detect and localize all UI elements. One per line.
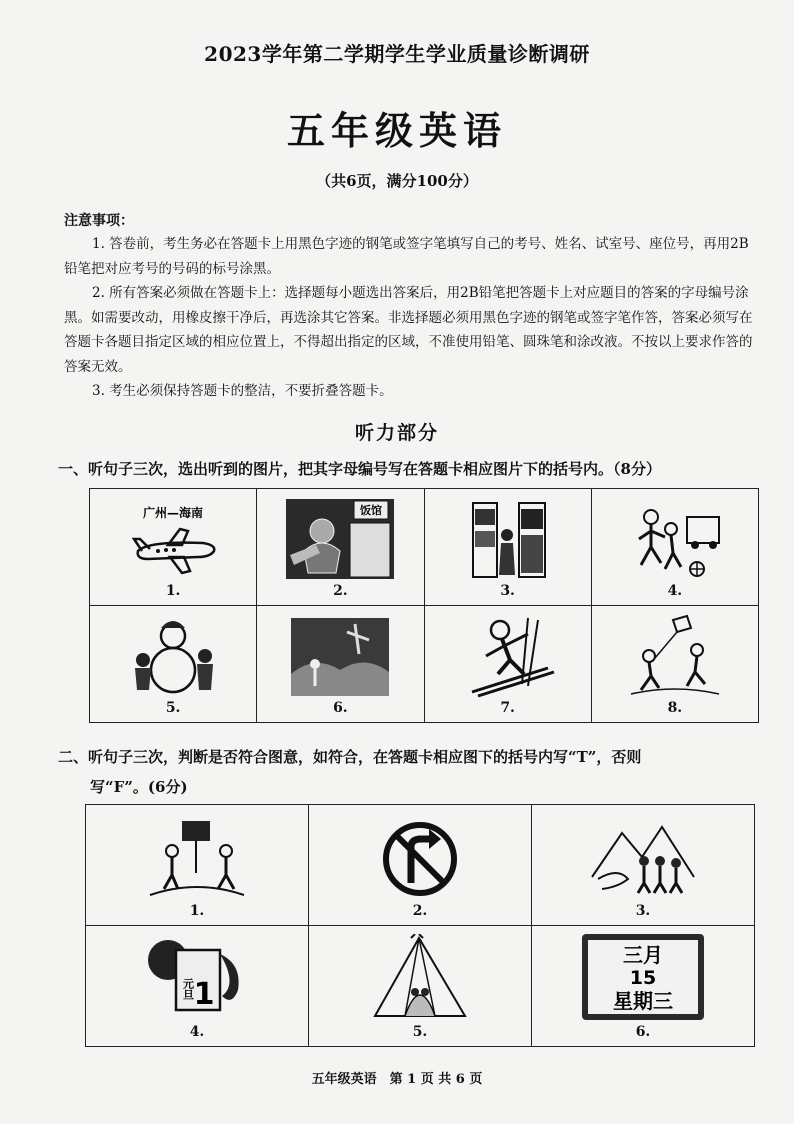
- shop-shelves-icon: [463, 495, 553, 581]
- snowman-icon: [123, 614, 223, 698]
- restaurant-sign: 饭馆: [360, 504, 383, 517]
- calendar-label: 元旦: [181, 978, 195, 1000]
- q2-picture-cell: [86, 926, 309, 1047]
- q2-picture-cell: [86, 805, 309, 926]
- exam-subtitle: （共6页，满分100分）: [316, 172, 478, 190]
- mountain-hiking-icon: [588, 817, 698, 901]
- kids-playing-football-icon: [625, 495, 725, 581]
- q1-picture-cell: [424, 489, 591, 606]
- picture-number: 2.: [412, 903, 428, 919]
- q1-picture-cell: [90, 606, 257, 723]
- picture-number: 6.: [635, 1024, 651, 1040]
- picture-number: 4.: [189, 1024, 205, 1040]
- picture-number: 1.: [165, 583, 181, 599]
- note-item: 3. 考生必须保持答题卡的整洁，不要折叠答题卡。: [92, 383, 393, 399]
- picture-number: 1.: [189, 903, 205, 919]
- picture-number: 4.: [667, 583, 683, 599]
- new-year-calendar-icon: [142, 934, 252, 1022]
- calendar-month: 三月: [623, 943, 663, 967]
- subject-title: 五年级英语: [286, 108, 507, 153]
- picture-number: 5.: [412, 1024, 428, 1040]
- notes-title: 注意事项：: [64, 213, 134, 229]
- picture-number: 2.: [333, 583, 348, 599]
- park-scene-icon: [285, 614, 395, 698]
- question-1-picture-grid: [89, 488, 759, 723]
- calendar-date: 15: [629, 967, 657, 989]
- picture-number: 5.: [165, 700, 181, 716]
- q2-picture-cell: [532, 926, 755, 1047]
- picture-number: 3.: [500, 583, 515, 599]
- section-title: 听力部分: [354, 422, 439, 444]
- q1-picture-cell: [591, 606, 758, 723]
- q2-instruction-line1: 二、听句子三次，判断是否符合图意，如符合，在答题卡相应图下的括号内写“T”，否则: [58, 748, 642, 766]
- question-2-instruction: [58, 742, 758, 802]
- q1-picture-cell: [257, 606, 424, 723]
- q2-instruction-line2: 写“F”。(6分): [90, 778, 188, 796]
- exam-title: 2023学年第二学期学生学业质量诊断调研: [204, 42, 590, 66]
- q2-picture-cell: [309, 805, 532, 926]
- question-1-instruction: 一、听句子三次，选出听到的图片，把其字母编号写在答题卡相应图片下的括号内。（8分）: [58, 460, 661, 478]
- q2-picture-cell: [309, 926, 532, 1047]
- note-item: 1. 答卷前，考生务必在答题卡上用黑色字迹的钢笔或签字笔填写自己的考号、姓名、试室号、座位号，再用2B铅笔把对应考号的号码的标号涂黑。: [64, 236, 749, 277]
- calendar-weekday: 星期三: [613, 989, 673, 1013]
- picture-number: 6.: [333, 700, 348, 716]
- q2-picture-cell: [532, 805, 755, 926]
- airplane-icon: [118, 501, 228, 581]
- picture-number: 8.: [667, 700, 683, 716]
- picture-number: 3.: [635, 903, 651, 919]
- calendar-page-icon: [578, 932, 708, 1022]
- question-2-picture-grid: [85, 804, 755, 1047]
- calendar-day: 1: [193, 977, 215, 1012]
- kids-flying-kite-icon: [625, 614, 725, 698]
- notes-list: [64, 232, 754, 404]
- page-footer: 五年级英语 第 1 页 共 6 页: [311, 1072, 483, 1087]
- no-right-turn-sign-icon: [375, 817, 465, 901]
- skier-icon: [458, 614, 558, 698]
- q1-picture-cell: [257, 489, 424, 606]
- airplane-caption: 广州—海南: [143, 506, 204, 520]
- q1-picture-cell: [90, 489, 257, 606]
- restaurant-door-icon: [280, 495, 400, 581]
- picture-number: 7.: [500, 700, 515, 716]
- q1-picture-cell: [591, 489, 758, 606]
- q1-picture-cell: [424, 606, 591, 723]
- tent-icon: [365, 934, 475, 1022]
- note-item: 2. 所有答案必须做在答题卡上：选择题每小题选出答案后，用2B铅笔把答题卡上对应题目的答案的字母编号涂黑。如需要改动，用橡皮擦干净后，再选涂其它答案。非选择题必须用黑色字迹的钢笔或签字笔作答，答案必须写在答题卡各题目指定区域的相应位置上，不得超出指定的区域，不准使用铅笔、圆珠笔和涂改液。不按以上要求作答的答案无效。: [64, 285, 753, 375]
- no-fishing-sign-icon: [142, 817, 252, 901]
